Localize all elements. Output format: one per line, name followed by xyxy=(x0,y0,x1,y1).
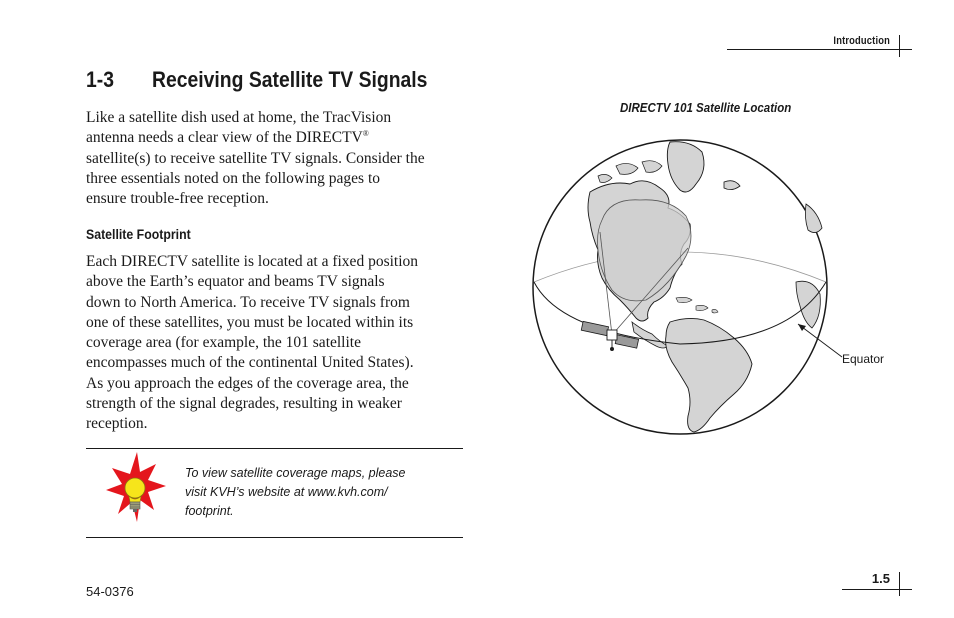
running-header: Introduction xyxy=(833,35,890,47)
intro-paragraph xyxy=(86,108,462,209)
header-rule xyxy=(727,49,912,50)
tip-rule-top xyxy=(86,448,463,449)
intro-line: three essentials noted on the following pages to xyxy=(86,169,381,187)
lightbulb-burst-icon xyxy=(104,452,166,526)
tip-line: footprint. xyxy=(185,504,234,518)
intro-line: antenna needs a clear view of the DIRECTV® xyxy=(86,129,369,147)
section-number: 1-3 xyxy=(86,67,114,92)
footprint-heading: Satellite Footprint xyxy=(86,226,191,242)
tip-line: visit KVH’s website at www.kvh.com/ xyxy=(185,485,388,499)
footprint-line: down to North America. To receive TV signals from xyxy=(86,293,410,311)
footer-rule xyxy=(842,589,912,590)
tip-line: To view satellite coverage maps, please xyxy=(185,466,406,480)
footer-tick xyxy=(899,572,900,596)
equator-label: Equator xyxy=(842,352,885,366)
figure-caption: DIRECTV 101 Satellite Location xyxy=(620,101,792,115)
footprint-line: encompasses much of the continental United States). xyxy=(86,354,414,372)
footprint-line: strength of the signal degrades, resulting in weaker xyxy=(86,395,402,413)
document-number: 54-0376 xyxy=(86,584,134,599)
intro-line: ensure trouble-free reception. xyxy=(86,190,269,208)
footprint-line: above the Earth’s equator and beams TV signals xyxy=(86,273,385,291)
tip-rule-bottom xyxy=(86,537,463,538)
footprint-line: Each DIRECTV satellite is located at a fixed position xyxy=(86,253,419,270)
page-number: 1.5 xyxy=(871,571,890,586)
footprint-line: As you approach the edges of the coverage area, the xyxy=(86,374,409,392)
intro-line: Like a satellite dish used at home, the TracVision xyxy=(86,109,392,126)
header-tick xyxy=(899,35,900,57)
intro-line: satellite(s) to receive satellite TV signals. Consider the xyxy=(86,149,425,167)
footprint-paragraph xyxy=(86,252,462,435)
footprint-line: coverage area (for example, the 101 satellite xyxy=(86,334,361,352)
footprint-line: one of these satellites, you must be located within its xyxy=(86,313,414,331)
globe-illustration xyxy=(520,132,850,442)
section-title: Receiving Satellite TV Signals xyxy=(152,67,428,92)
registered-mark: ® xyxy=(362,129,369,139)
tip-text xyxy=(185,464,455,521)
footprint-line: reception. xyxy=(86,415,148,433)
europe-landmass xyxy=(805,204,822,233)
